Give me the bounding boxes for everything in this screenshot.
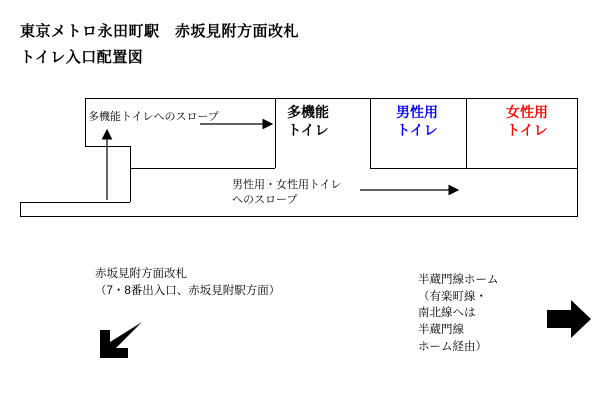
caption-right-line5: ホーム経由） [418, 340, 487, 353]
page-title-line2: トイレ入口配置図 [20, 49, 144, 66]
room-label-womens [506, 104, 548, 139]
plan-wall-mens-bottom [370, 168, 466, 169]
room-label-mens-line1: 男性用 [396, 104, 438, 120]
room-label-womens-line2: トイレ [506, 121, 548, 138]
plan-wall-top [85, 98, 577, 99]
plan-partition-mens-right [466, 98, 467, 168]
room-label-womens-line1: 女性用 [506, 104, 548, 120]
arrow-right-icon [545, 298, 593, 340]
plan-wall-left-outer [20, 202, 21, 217]
caption-left-line2: （7・8番出入口、赤坂見附駅方面） [95, 284, 281, 297]
plan-wall-slope-right [130, 146, 131, 202]
caption-right-platform [418, 272, 499, 355]
slope-label-mens-womens-line2: へのスロープ [232, 194, 298, 206]
room-label-mens-line2: トイレ [396, 121, 438, 138]
caption-right-line4: 半蔵門線 [418, 324, 464, 337]
plan-corridor-edge-left [20, 202, 130, 203]
plan-wall-multipurpose-bottom [130, 168, 275, 169]
plan-wall-slope-bottom [85, 146, 130, 147]
plan-wall-bottom [20, 216, 577, 217]
caption-right-line2: （有楽町線・ [418, 290, 487, 303]
slope-label-mens-womens-line1: 男性用・女性用トイレ [232, 179, 342, 191]
caption-left-line1: 赤坂見附方面改札 [95, 268, 187, 280]
room-label-multipurpose [287, 104, 329, 139]
plan-wall-right-outer [577, 98, 578, 217]
plan-partition-multipurpose [275, 98, 276, 168]
plan-wall-womens-bottom [466, 168, 577, 169]
plan-partition-mens-left [370, 98, 371, 168]
caption-right-line1: 半蔵門線ホーム [418, 274, 499, 286]
room-label-mens [396, 104, 438, 139]
arrow-down-left-icon [88, 318, 148, 366]
room-label-multipurpose-line2: トイレ [287, 121, 329, 138]
room-label-multipurpose-line1: 多機能 [287, 104, 329, 120]
plan-wall-slope-left [85, 98, 86, 146]
caption-left-gate [95, 266, 280, 299]
page-title-line1: 東京メトロ永田町駅 赤坂見附方面改札 [20, 23, 300, 40]
slope-label-multipurpose: 多機能トイレへのスロープ [88, 111, 219, 123]
caption-right-line3: 南北線へは [418, 307, 476, 320]
